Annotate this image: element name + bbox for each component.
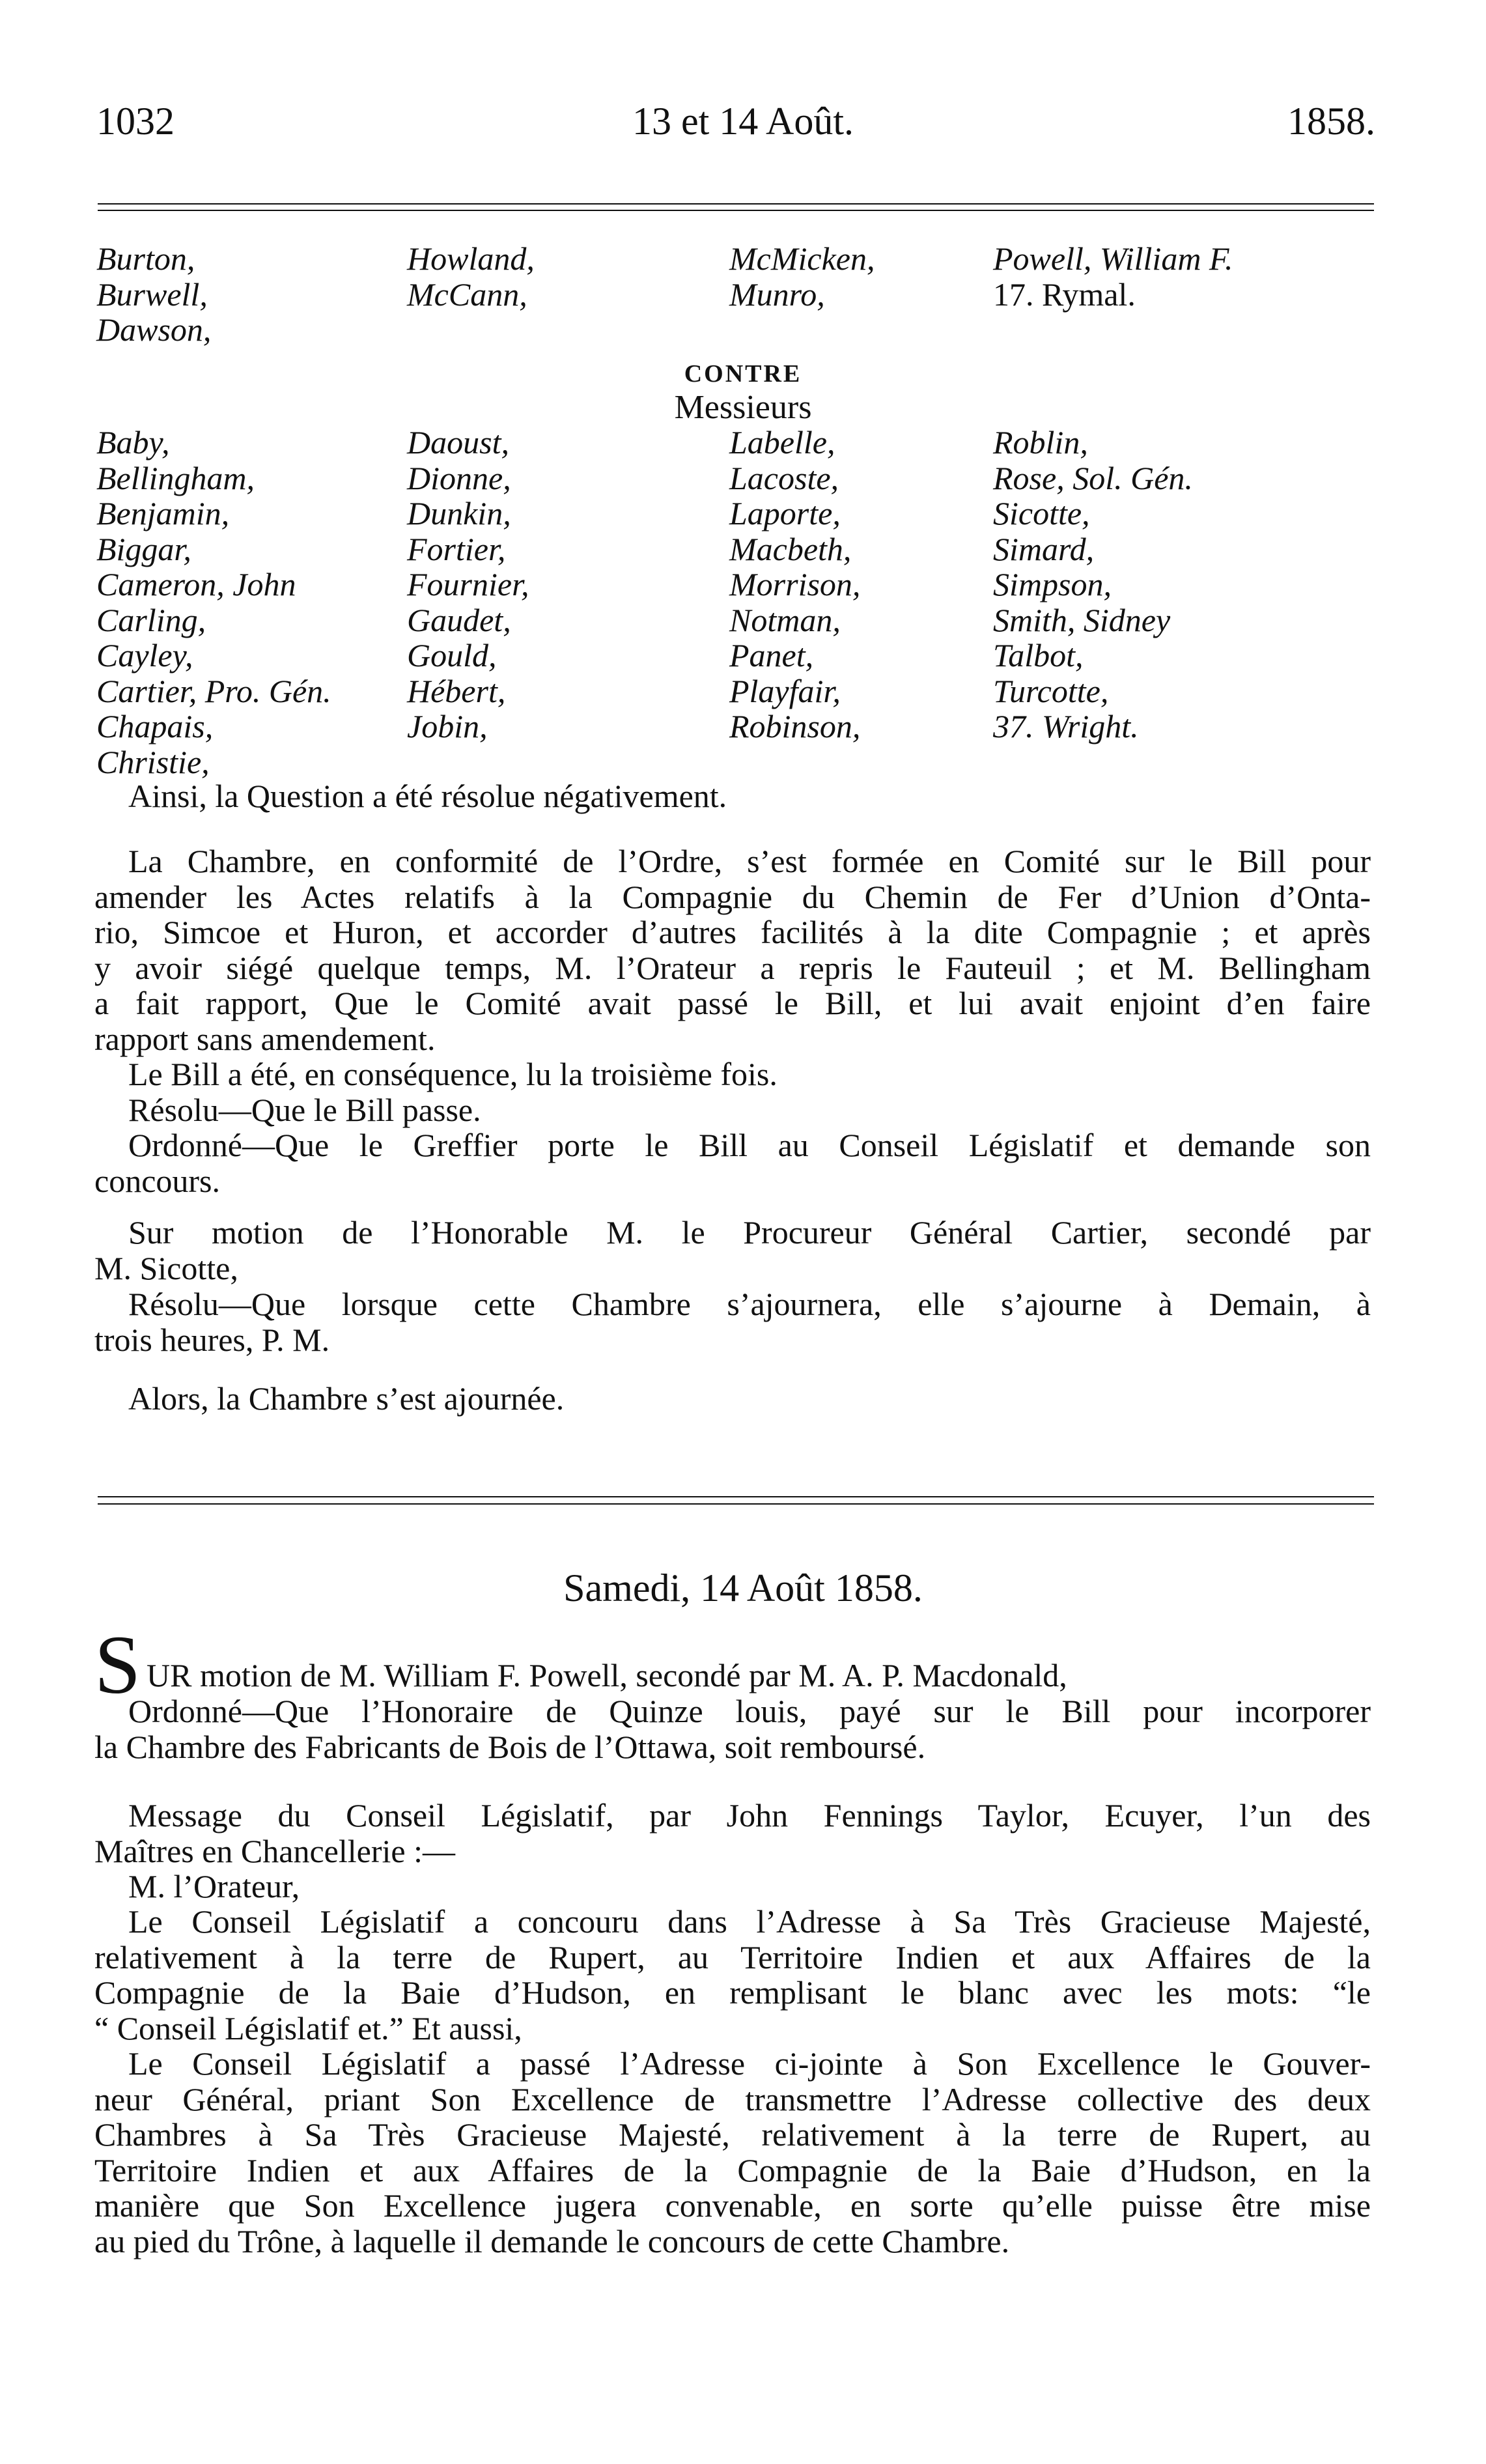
member-name: Macbeth, (729, 530, 852, 567)
member-name: Gaudet, (407, 601, 511, 638)
paragraph-conseil-adresse (94, 2046, 1371, 2259)
text-line: concours. (94, 1162, 220, 1199)
paragraph-motion-powell-l1 (147, 1658, 1371, 1693)
text-line: Compagnie de la Baie d’Hudson, en remplisant le blanc avec les mots: “le (94, 1974, 1371, 2011)
text-line: la Chambre des Fabricants de Bois de l’Ottawa, soit remboursé. (94, 1728, 926, 1765)
member-name: Morrison, (729, 566, 861, 602)
text-line: Résolu—Que lorsque cette Chambre s’ajournera, elle s’ajourne à Demain, à (128, 1286, 1371, 1322)
section-rule-top (98, 1496, 1374, 1497)
header-rule-top (98, 203, 1374, 205)
member-name: Dawson, (96, 311, 212, 348)
text-line: Ainsi, la Question a été résolue négativement. (128, 778, 727, 814)
member-name: Powell, William F. (993, 240, 1233, 277)
text-line: neur Général, priant Son Excellence de transmettre l’Adresse collective des deux (94, 2080, 1371, 2117)
contre-col-2 (407, 425, 529, 744)
text-line: a fait rapport, Que le Comité avait passé le Bill, et lui avait enjoint d’en faire (94, 985, 1371, 1021)
member-name: Daoust, (407, 424, 509, 460)
member-name: Simpson, (993, 566, 1112, 602)
text-line: rio, Simcoe et Huron, et accorder d’autres facilités à la dite Compagnie ; et après (94, 914, 1371, 950)
member-name: Notman, (729, 601, 841, 638)
paragraph-motion-cartier (94, 1215, 1371, 1286)
member-name: Cameron, John (96, 566, 296, 602)
text-line: Résolu—Que le Bill passe. (128, 1092, 481, 1128)
paragraph-conseil-concouru (94, 1904, 1371, 2046)
member-name: Robinson, (729, 708, 861, 744)
member-name: Burwell, (96, 276, 208, 313)
sitting-title: Samedi, 14 Août 1858. (563, 1566, 923, 1609)
paragraph-resolu-passe (94, 1092, 1371, 1128)
text-line: Maîtres en Chancellerie :— (94, 1832, 455, 1869)
text-line: M. l’Orateur, (128, 1868, 300, 1905)
resolution-line (94, 778, 1371, 814)
paragraph-motion-powell (94, 1693, 1371, 1764)
member-name: 37. Wright. (993, 708, 1139, 744)
member-name: Labelle, (729, 424, 835, 460)
member-name: Smith, Sidney (993, 601, 1171, 638)
member-name: Hébert, (407, 672, 506, 709)
header-rule-bottom (98, 210, 1374, 211)
member-name: Fournier, (407, 566, 529, 602)
text-line: Message du Conseil Législatif, par John Fennings Taylor, Ecuyer, l’un des (128, 1797, 1371, 1834)
text-line: M. Sicotte, (94, 1249, 238, 1286)
section-rule-bottom (98, 1503, 1374, 1505)
text-line: amender les Actes relatifs à la Compagnie du Chemin de Fer d’Union d’Onta- (94, 878, 1371, 915)
text-line: Le Bill a été, en conséquence, lu la troisième fois. (128, 1056, 778, 1092)
page-number: 1032 (96, 100, 175, 143)
member-name: Rose, Sol. Gén. (993, 459, 1193, 496)
paragraph-resolu-ajournement (94, 1286, 1371, 1357)
member-name: 17. Rymal. (993, 276, 1136, 313)
text-line: Sur motion de l’Honorable M. le Procureur Général Cartier, secondé par (128, 1214, 1371, 1251)
text-line: Territoire Indien et aux Affaires de la Compagnie de la Baie d’Hudson, en la (94, 2151, 1371, 2188)
member-name: Christie, (96, 743, 210, 780)
pour-col-3 (729, 241, 875, 312)
member-name: McMicken, (729, 240, 875, 277)
member-name: Munro, (729, 276, 825, 313)
pour-col-1 (96, 241, 211, 348)
member-name: Roblin, (993, 424, 1088, 460)
text-line: trois heures, P. M. (94, 1321, 330, 1358)
member-name: Bellingham, (96, 459, 255, 496)
contre-col-3 (729, 425, 860, 744)
member-name: Howland, (407, 240, 535, 277)
member-name: Burton, (96, 240, 195, 277)
text-line: Le Conseil Législatif a concouru dans l’Adresse à Sa Très Gracieuse Majesté, (128, 1903, 1371, 1940)
member-name: Chapais, (96, 708, 214, 744)
text-line: Ordonné—Que l’Honoraire de Quinze louis, payé sur le Bill pour incorporer (128, 1693, 1371, 1729)
drop-cap: S (94, 1619, 141, 1711)
member-name: Lacoste, (729, 459, 839, 496)
member-name: Baby, (96, 424, 170, 460)
paragraph-message-conseil (94, 1798, 1371, 1869)
contre-heading: CONTRE (684, 360, 802, 388)
page-year: 1858. (1287, 100, 1375, 143)
member-name: Playfair, (729, 672, 841, 709)
member-name: Benjamin, (96, 495, 230, 531)
member-name: Cartier, Pro. Gén. (96, 672, 331, 709)
paragraph-ordonne-greffier (94, 1127, 1371, 1198)
text-line: y avoir siégé quelque temps, M. l’Orateur a repris le Fauteuil ; et M. Bellingham (94, 949, 1371, 986)
member-name: Jobin, (407, 708, 488, 744)
text-line: UR motion de M. William F. Powell, secondé par M. A. P. Macdonald, (147, 1657, 1067, 1693)
paragraph-bill-comite (94, 843, 1371, 1056)
text-line: Alors, la Chambre s’est ajournée. (128, 1380, 565, 1417)
member-name: Dunkin, (407, 495, 511, 531)
member-name: Dionne, (407, 459, 511, 496)
member-name: Cayley, (96, 637, 193, 673)
pour-col-4 (993, 241, 1233, 312)
text-line: Le Conseil Législatif a passé l’Adresse ci-jointe à Son Excellence le Gouver- (128, 2045, 1371, 2082)
member-name: Simard, (993, 530, 1095, 567)
text-line: au pied du Trône, à laquelle il demande le concours de cette Chambre. (94, 2222, 1010, 2259)
contre-col-4 (993, 425, 1193, 744)
text-line: Ordonné—Que le Greffier porte le Bill au Conseil Législatif et demande son (128, 1127, 1371, 1163)
member-name: Gould, (407, 637, 497, 673)
member-name: Panet, (729, 637, 814, 673)
page-date: 13 et 14 Août. (632, 100, 854, 143)
messieurs-heading: Messieurs (674, 389, 812, 426)
text-line: “ Conseil Législatif et.” Et aussi, (94, 2009, 522, 2046)
text-line: La Chambre, en conformité de l’Ordre, s’est formée en Comité sur le Bill pour (128, 843, 1371, 879)
text-line: relativement à la terre de Rupert, au Territoire Indien et aux Affaires de la (94, 1938, 1371, 1975)
text-line: rapport sans amendement. (94, 1020, 436, 1057)
text-line: Chambres à Sa Très Gracieuse Majesté, relativement à la terre de Rupert, au (94, 2116, 1371, 2153)
pour-col-2 (407, 241, 535, 312)
member-name: Fortier, (407, 530, 506, 567)
paragraph-ajournee (94, 1381, 1371, 1417)
member-name: McCann, (407, 276, 527, 313)
member-name: Carling, (96, 601, 206, 638)
member-name: Biggar, (96, 530, 191, 567)
contre-col-1 (96, 425, 331, 780)
member-name: Sicotte, (993, 495, 1090, 531)
paragraph-orateur (94, 1869, 1371, 1905)
member-name: Laporte, (729, 495, 841, 531)
paragraph-troisieme-lecture (94, 1056, 1371, 1092)
text-line: manière que Son Excellence jugera convenable, en sorte qu’elle puisse être mise (94, 2187, 1371, 2224)
member-name: Talbot, (993, 637, 1084, 673)
member-name: Turcotte, (993, 672, 1109, 709)
